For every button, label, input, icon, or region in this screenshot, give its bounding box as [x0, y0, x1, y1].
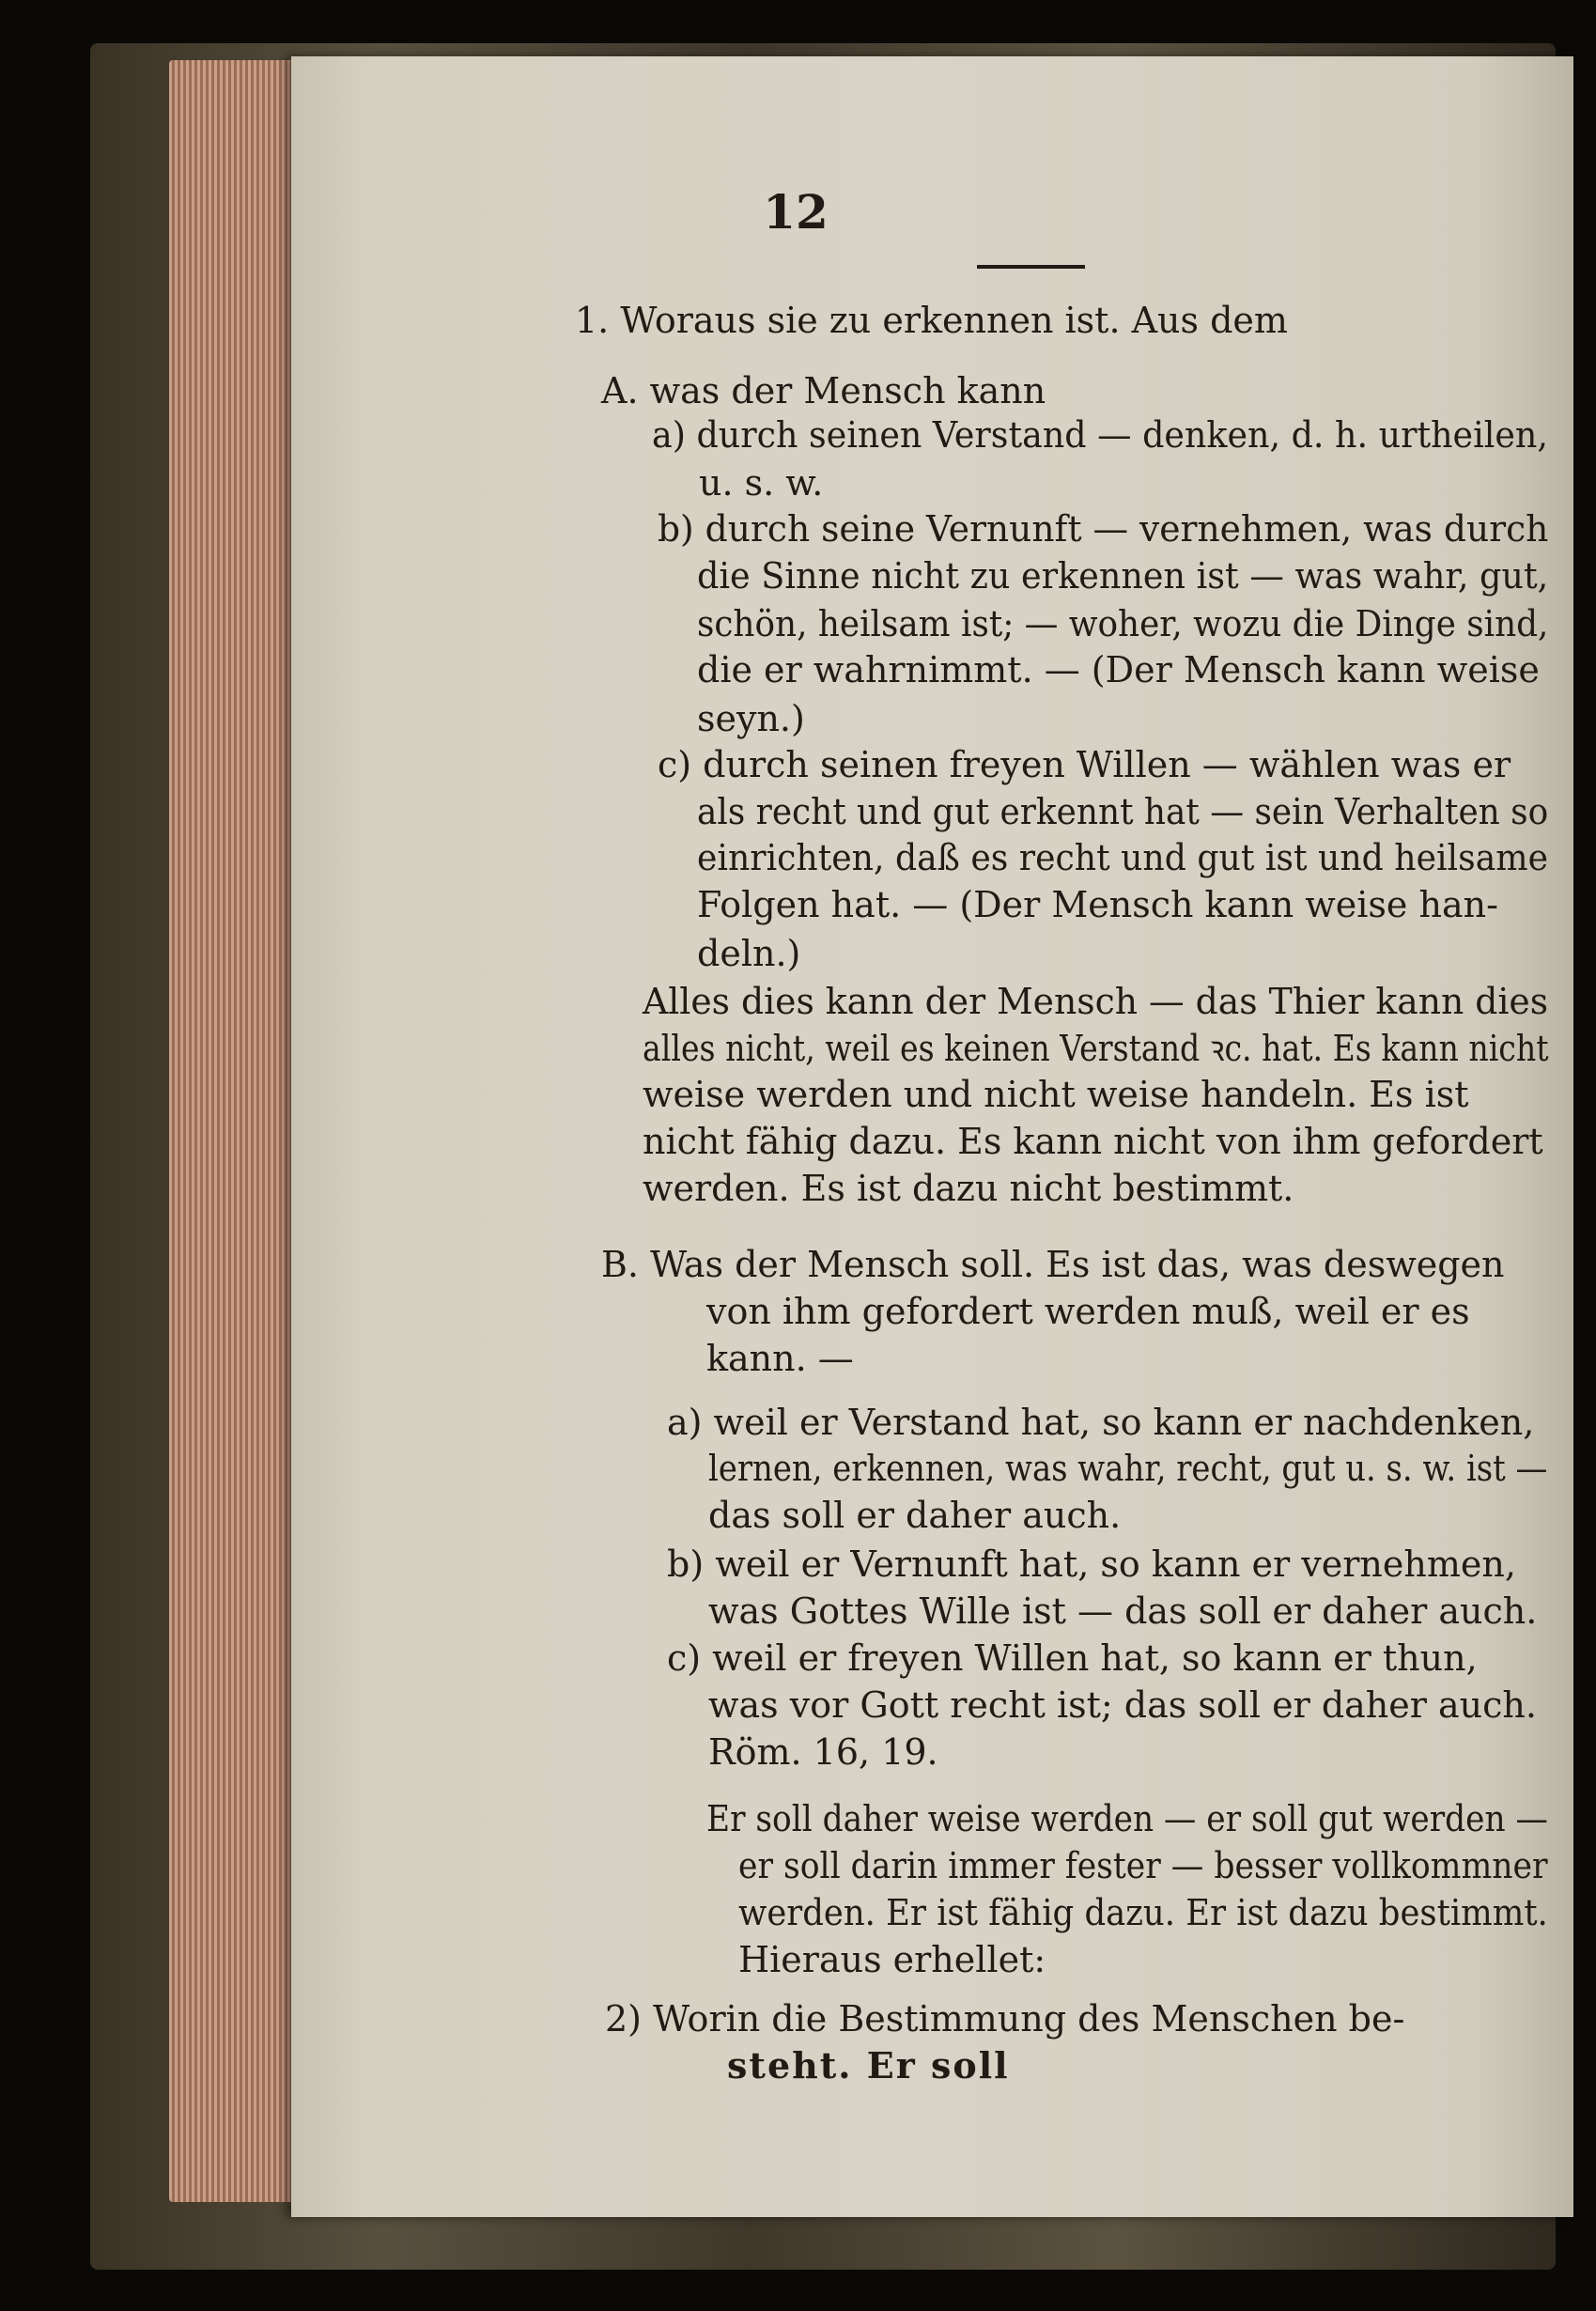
text-line: Er soll daher weise werden — er soll gut werden — [706, 1798, 1548, 1839]
text-line: das soll er daher auch. [708, 1495, 1122, 1536]
text-line: er soll darin immer fester — besser vollkommner [738, 1845, 1548, 1886]
text-line: deln.) [697, 933, 801, 974]
text-line: was vor Gott recht ist; das soll er daher auch. [708, 1684, 1537, 1726]
text-line: einrichten, daß es recht und gut ist und heilsame [697, 837, 1548, 878]
page-number: 12 [763, 184, 829, 240]
text-line: werden. Es ist dazu nicht bestimmt. [643, 1168, 1294, 1209]
text-line: steht. Er soll [727, 2044, 1010, 2086]
text-line: u. s. w. [699, 462, 824, 504]
text-line: b) durch seine Vernunft — vernehmen, was durch [658, 508, 1549, 550]
text-line: was Gottes Wille ist — das soll er daher auch. [708, 1590, 1538, 1632]
text-line: B. Was der Mensch soll. Es ist das, was deswegen [601, 1244, 1505, 1285]
text-line: c) weil er freyen Willen hat, so kann er thun, [667, 1637, 1478, 1679]
text-line: kann. — [706, 1338, 854, 1379]
page-number-rule [977, 265, 1085, 269]
text-line: b) weil er Vernunft hat, so kann er vernehmen, [667, 1543, 1516, 1585]
text-line: a) weil er Verstand hat, so kann er nachdenken, [667, 1402, 1535, 1443]
text-line: als recht und gut erkennt hat — sein Verhalten so [697, 791, 1549, 832]
text-line: Alles dies kann der Mensch — das Thier kann dies [643, 981, 1549, 1022]
text-line: c) durch seinen freyen Willen — wählen was er [658, 744, 1511, 785]
text-line: Röm. 16, 19. [708, 1731, 938, 1773]
text-line: 1. Woraus sie zu erkennen ist. Aus dem [575, 300, 1288, 341]
text-line: lernen, erkennen, was wahr, recht, gut u. s. w. ist — [708, 1448, 1548, 1489]
text-line: die Sinne nicht zu erkennen ist — was wahr, gut, [697, 555, 1549, 597]
page-edges [169, 60, 310, 2202]
text-line: schön, heilsam ist; — woher, wozu die Dinge sind, [697, 603, 1549, 644]
text-line: nicht fähig dazu. Es kann nicht von ihm gefordert [643, 1121, 1543, 1162]
text-line: a) durch seinen Verstand — denken, d. h. urtheilen, [652, 414, 1548, 456]
text-line: die er wahrnimmt. — (Der Mensch kann weise [697, 649, 1540, 690]
text-line: 2) Worin die Bestimmung des Menschen be- [605, 1998, 1405, 2040]
text-line: A. was der Mensch kann [601, 370, 1046, 411]
text-line: seyn.) [697, 698, 805, 739]
text-line: alles nicht, weil es keinen Verstand ꝛc. hat. Es kann nicht [643, 1028, 1549, 1069]
text-line: werden. Er ist fähig dazu. Er ist dazu bestimmt. [738, 1892, 1548, 1933]
text-line: weise werden und nicht weise handeln. Es ist [643, 1074, 1469, 1115]
text-line: Hieraus erhellet: [738, 1939, 1046, 1980]
text-line: von ihm gefordert werden muß, weil er es [706, 1291, 1470, 1332]
text-line: Folgen hat. — (Der Mensch kann weise han- [697, 884, 1498, 925]
